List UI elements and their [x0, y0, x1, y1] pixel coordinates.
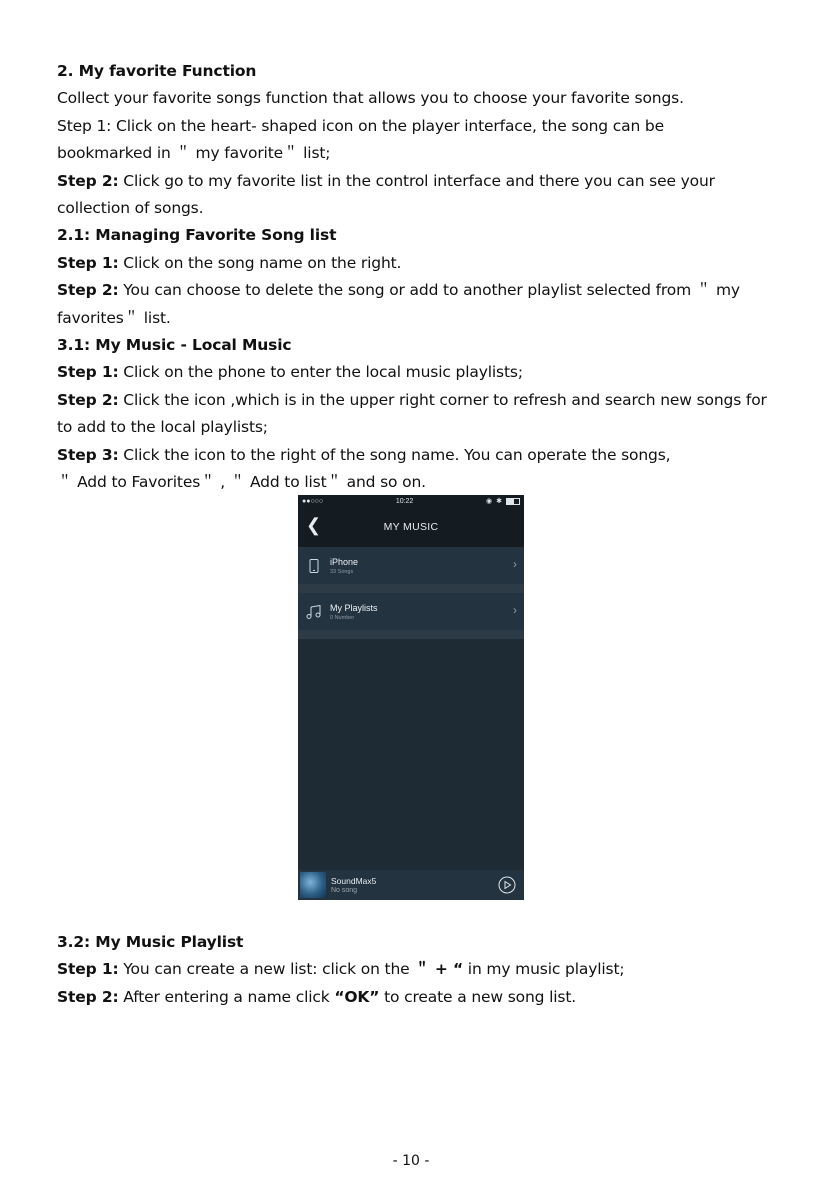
paragraph: Step 1: Click on the song name on the right.: [57, 253, 402, 272]
paragraph: Step 1: Click on the phone to enter the local music playlists;: [57, 363, 523, 382]
divider: [298, 584, 524, 593]
page-number: - 10 -: [392, 1153, 430, 1169]
heading-local-music: 3.1: My Music - Local Music: [57, 336, 292, 355]
mini-player[interactable]: [298, 870, 524, 900]
list-item-label: My Playlists: [330, 602, 378, 613]
list-item-iphone[interactable]: [298, 547, 524, 584]
empty-list-area: [298, 639, 524, 870]
document-body-continued: [57, 929, 777, 1011]
chevron-right-icon: ›: [513, 557, 517, 571]
album-cover: [300, 872, 326, 898]
paragraph: Step 1: Click on the heart- shaped icon on the player interface, the song can be: [57, 116, 665, 135]
page-title: MY MUSIC: [383, 521, 439, 533]
list-item-my-playlists[interactable]: [298, 593, 524, 630]
list-item-count: 0 Number: [330, 614, 355, 621]
music-note-icon: [298, 605, 330, 619]
player-device-name: SoundMax5: [331, 876, 377, 886]
paragraph: Step 3: Click the icon to the right of the song name. You can operate the songs,: [57, 445, 671, 464]
paragraph: favorites＂ list.: [57, 308, 171, 327]
paragraph: Step 2: You can choose to delete the song or add to another playlist selected from ＂ my: [57, 281, 740, 300]
paragraph: Collect your favorite songs function that allows you to choose your favorite songs.: [57, 89, 684, 108]
status-time: 10:22: [395, 497, 414, 505]
signal-indicator: ●●○○○: [302, 497, 324, 505]
paragraph: to add to the local playlists;: [57, 418, 268, 437]
paragraph: Step 2: Click the icon ,which is in the upper right corner to refresh and search new songs for: [57, 390, 767, 409]
paragraph: Step 2: After entering a name click “OK” to create a new song list.: [57, 987, 577, 1006]
divider: [298, 630, 524, 639]
paragraph: collection of songs.: [57, 199, 204, 218]
phone-icon: [298, 559, 330, 573]
nav-bar: [298, 507, 524, 547]
lock-icon: ◉: [486, 498, 493, 505]
battery-icon: [506, 498, 520, 505]
paragraph: ＂ Add to Favorites＂ , ＂ Add to list＂ and so on.: [57, 473, 426, 492]
document-body: [57, 58, 777, 497]
chevron-right-icon: ›: [513, 603, 517, 617]
list-item-label: iPhone: [330, 556, 359, 567]
heading-managing-favorite: 2.1: Managing Favorite Song list: [57, 226, 337, 245]
back-icon[interactable]: ❮: [306, 515, 322, 535]
list-item-count: 33 Songs: [330, 568, 354, 575]
heading-music-playlist: 3.2: My Music Playlist: [57, 933, 244, 951]
paragraph: Step 1: You can create a new list: click on the ＂ + “ in my music playlist;: [57, 960, 625, 979]
paragraph: Step 2: Click go to my favorite list in the control interface and there you can see your: [57, 171, 715, 190]
play-icon[interactable]: [498, 876, 516, 899]
phone-screenshot: [298, 495, 524, 900]
player-song-status: No song: [331, 887, 358, 894]
bluetooth-icon: ✱: [496, 498, 502, 505]
heading-my-favorite: 2. My favorite Function: [57, 62, 257, 80]
paragraph: bookmarked in ＂ my favorite＂ list;: [57, 144, 331, 163]
status-bar: [298, 495, 524, 507]
